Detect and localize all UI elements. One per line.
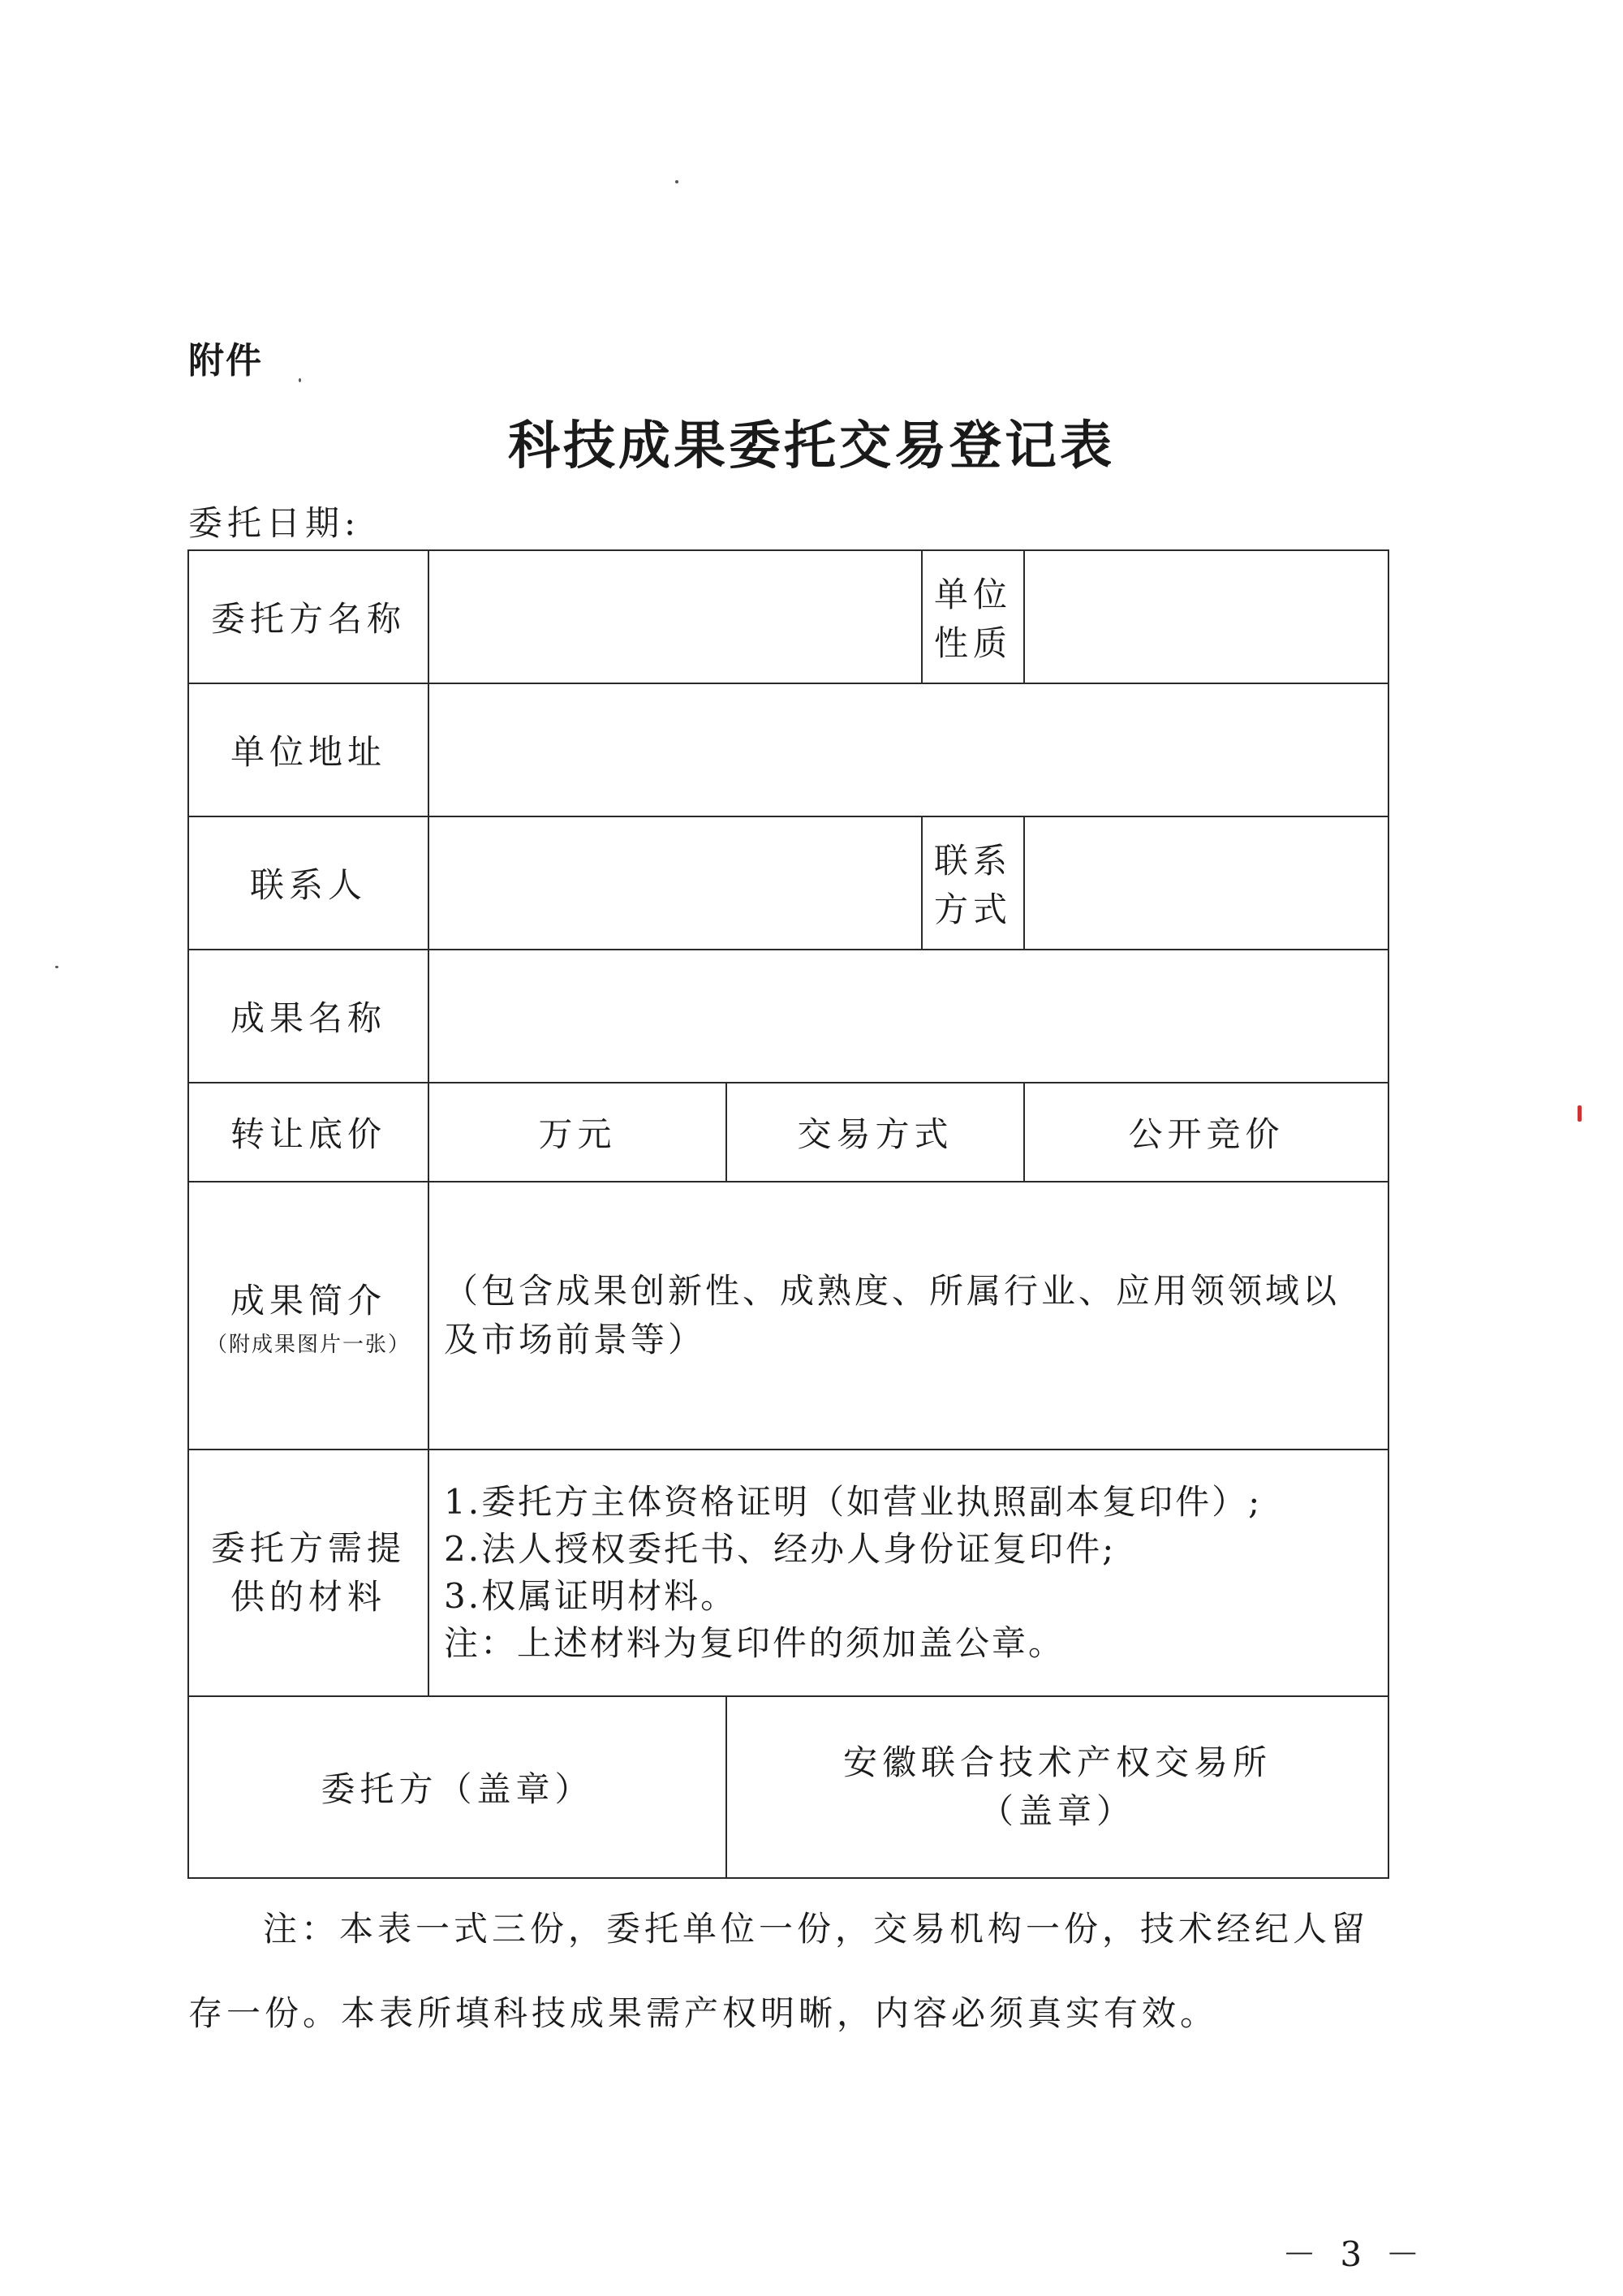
contact-method-label: 联系方式 — [922, 816, 1024, 950]
material-item: 3.权属证明材料。 — [444, 1576, 738, 1616]
client-name-field[interactable] — [428, 550, 922, 683]
scan-speck — [1578, 1105, 1582, 1122]
scan-speck — [675, 180, 678, 183]
client-seal-label: 委托方（盖章） — [321, 1769, 594, 1809]
form-row-price — [188, 1083, 1388, 1182]
form-row-client — [188, 550, 1388, 683]
scan-speck — [299, 378, 301, 382]
materials-note: 注：上述材料为复印件的须加盖公章。 — [444, 1623, 1065, 1663]
address-label: 单位地址 — [188, 683, 428, 816]
exchange-seal-cell[interactable] — [726, 1696, 1388, 1878]
base-price-label: 转让底价 — [188, 1083, 428, 1182]
unit-nature-field[interactable] — [1024, 550, 1388, 683]
trade-method-label: 交易方式 — [726, 1083, 1024, 1182]
achievement-name-label: 成果名称 — [188, 950, 428, 1083]
scan-speck — [55, 966, 58, 968]
intro-sublabel: （附成果图片一张） — [205, 1332, 411, 1357]
form-row-materials — [188, 1450, 1388, 1696]
contact-person-label: 联系人 — [188, 816, 428, 950]
form-row-address — [188, 683, 1388, 816]
form-row-achievement — [188, 950, 1388, 1083]
intro-label-cell — [188, 1182, 428, 1450]
contact-method-field[interactable] — [1024, 816, 1388, 950]
address-field[interactable] — [428, 683, 1388, 816]
form-row-seals — [188, 1696, 1388, 1878]
material-item: 2.法人授权委托书、经办人身份证复印件; — [444, 1529, 1117, 1569]
attachment-label: 附件 — [188, 340, 263, 381]
material-item: 1.委托方主体资格证明（如营业执照副本复印件）; — [444, 1482, 1263, 1522]
form-row-contact — [188, 816, 1388, 950]
achievement-name-field[interactable] — [428, 950, 1388, 1083]
entrust-date-label: 委托日期: — [188, 503, 361, 543]
intro-hint: （包含成果创新性、成熟度、所属行业、应用领领域以及市场前景等） — [444, 1271, 1341, 1359]
client-seal-cell[interactable] — [188, 1696, 726, 1878]
exchange-name: 安徽联合技术产权交易所 — [842, 1742, 1272, 1782]
exchange-seal-label: （盖章） — [979, 1791, 1135, 1831]
unit-nature-label: 单位性质 — [922, 550, 1024, 683]
client-name-label: 委托方名称 — [188, 550, 428, 683]
materials-list — [428, 1450, 1388, 1696]
form-row-intro — [188, 1182, 1388, 1450]
footer-note: 注：本表一式三份，委托单位一份，交易机构一份，技术经纪人留存一份。本表所填科技成果需产权明晰，内容必须真实有效。 — [188, 1909, 1370, 2033]
trade-method-value: 公开竞价 — [1024, 1083, 1388, 1182]
page-title: 科技成果委托交易登记表 — [508, 416, 1115, 476]
contact-person-field[interactable] — [428, 816, 922, 950]
base-price-field[interactable]: 万元 — [428, 1083, 726, 1182]
intro-field[interactable] — [428, 1182, 1388, 1450]
registration-form-table — [187, 549, 1389, 1879]
page-number: － 3 － — [1282, 2234, 1427, 2274]
intro-label: 成果简介 — [230, 1280, 386, 1320]
materials-label: 委托方需提供的材料 — [188, 1450, 428, 1696]
